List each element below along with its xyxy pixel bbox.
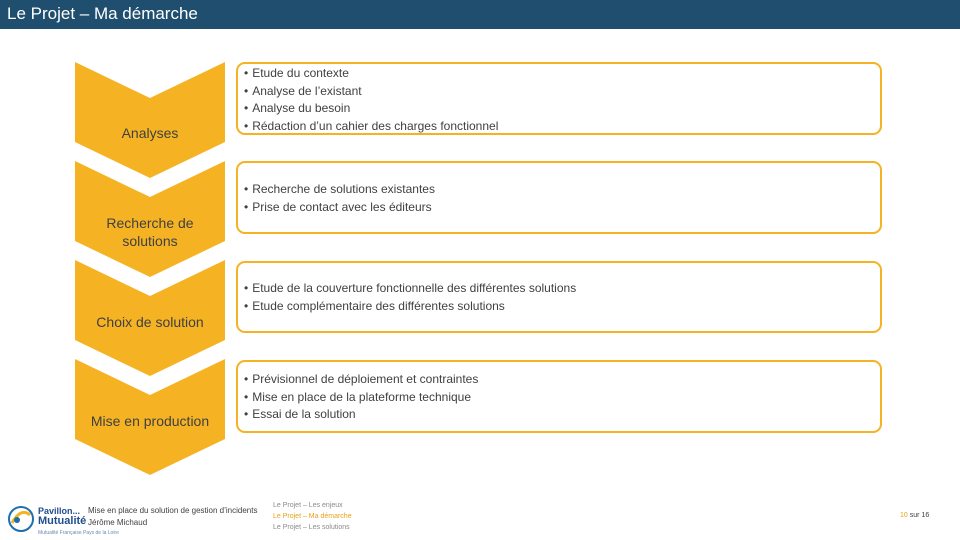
bullet-item: • Prise de contact avec les éditeurs <box>244 199 435 217</box>
chevron-analyses <box>75 62 225 178</box>
bullet-item: • Etude complémentaire des différentes solutions <box>244 298 576 316</box>
step-label-analyses: Analyses <box>121 125 179 141</box>
nav-item-demarche[interactable]: Le Projet – Ma démarche <box>273 513 352 520</box>
step-label-recherche <box>90 214 210 250</box>
bullet-list <box>244 181 435 216</box>
page-separator: sur <box>909 512 920 519</box>
bullet-item: • Analyse de l’existant <box>244 83 498 101</box>
step-label-recherche-line2: solutions <box>122 233 178 249</box>
bullet-list <box>244 371 478 424</box>
step-box-production <box>236 360 882 433</box>
nav-item-enjeux[interactable]: Le Projet – Les enjeux <box>273 502 343 509</box>
page-number <box>900 512 929 519</box>
step-label-choix: Choix de solution <box>96 314 204 330</box>
step-label-recherche-line1: Recherche de <box>106 215 194 231</box>
page-title: Le Projet – Ma démarche <box>7 4 198 23</box>
author-name: Jérôme Michaud <box>88 518 148 527</box>
bullet-item: • Analyse du besoin <box>244 100 498 118</box>
brand-mutualite: Mutualité <box>38 515 87 527</box>
bullet-item: • Etude de la couverture fonctionnelle des différentes solutions <box>244 280 576 298</box>
bullet-item: • Rédaction d’un cahier des charges fonctionnel <box>244 118 498 136</box>
step-label-production: Mise en production <box>90 413 210 429</box>
brand-name: Pavillon... <box>38 506 81 516</box>
bullet-list <box>244 65 498 135</box>
page-current: 10 <box>900 512 908 519</box>
bullet-item: • Essai de la solution <box>244 406 478 424</box>
step-box-choix <box>236 261 882 333</box>
nav-item-solutions[interactable]: Le Projet – Les solutions <box>273 524 350 531</box>
step-box-analyses <box>236 62 882 135</box>
bullet-list <box>244 280 576 315</box>
step-box-recherche <box>236 161 882 234</box>
page-total: 16 <box>921 512 930 519</box>
mutualite-logo-icon <box>6 503 36 535</box>
bullet-item: • Prévisionnel de déploiement et contraintes <box>244 371 478 389</box>
bullet-item: • Recherche de solutions existantes <box>244 181 435 199</box>
project-title: Mise en place du solution de gestion d’incidents <box>88 506 258 515</box>
section-nav <box>273 500 352 533</box>
brand-tagline: Mutualité Française Pays de la Loire <box>38 530 119 536</box>
bullet-item: • Mise en place de la plateforme technique <box>244 389 478 407</box>
bullet-item: • Etude du contexte <box>244 65 498 83</box>
